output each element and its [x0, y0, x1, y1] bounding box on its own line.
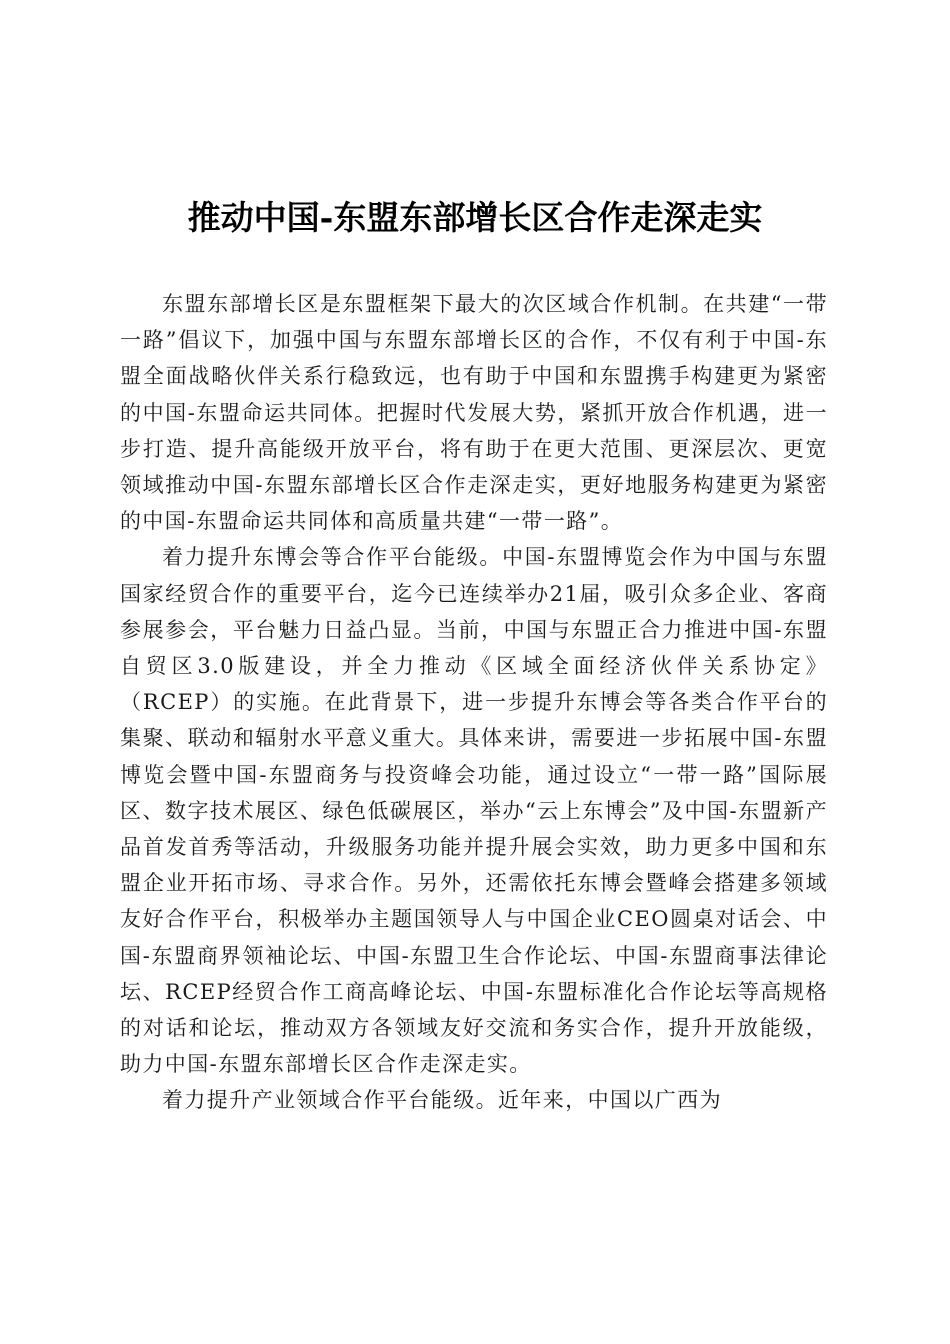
document-body [120, 286, 828, 1119]
paragraph-industry-platform: 着力提升产业领域合作平台能级。近年来，中国以广西为 [162, 1088, 722, 1113]
paragraph-expo-platform: 着力提升东博会等合作平台能级。中国-东盟博览会作为中国与东盟国家经贸合作的重要平台，迄今已连续举办21届，吸引众多企业、客商参展参会，平台魅力日益凸显。当前，中国与东盟正合力推进中国-东盟自贸区3.0版建设，并全力推动《区域全面经济伙伴关系协定》（RCEP）的实施。在此背景下，进一步提升东博会等各类合作平台的集聚、联动和辐射水平意义重大。具体来讲，需要进一步拓展中国-东盟博览会暨中国-东盟商务与投资峰会功能，通过设立“一带一路”国际展区、数字技术展区、绿色低碳展区，举办“云上东博会”及中国-东盟新产品首发首秀等活动，升级服务功能并提升展会实效，助力更多中国和东盟企业开拓市场、寻求合作。另外，还需依托东博会暨峰会搭建多领域友好合作平台，积极举办主题国领导人与中国企业CEO圆桌对话会、中国-东盟商界领袖论坛、中国-东盟卫生合作论坛、中国-东盟商事法律论坛、RCEP经贸合作工商高峰论坛、中国-东盟标准化合作论坛等高规格的对话和论坛，推动双方各领域友好交流和务实合作，提升开放能级，助力中国-东盟东部增长区合作走深走实。 [120, 545, 828, 1077]
document-title: 推动中国-东盟东部增长区合作走深走实 [187, 198, 763, 237]
paragraph-intro: 东盟东部增长区是东盟框架下最大的次区域合作机制。在共建“一带一路”倡议下，加强中国与东盟东部增长区的合作，不仅有利于中国-东盟全面战略伙伴关系行稳致远，也有助于中国和东盟携手构建更为紧密的中国-东盟命运共同体。把握时代发展大势，紧抓开放合作机遇，进一步打造、提升高能级开放平台，将有助于在更大范围、更深层次、更宽领域推动中国-东盟东部增长区合作走深走实，更好地服务构建更为紧密的中国-东盟命运共同体和高质量共建“一带一路”。 [120, 292, 828, 534]
